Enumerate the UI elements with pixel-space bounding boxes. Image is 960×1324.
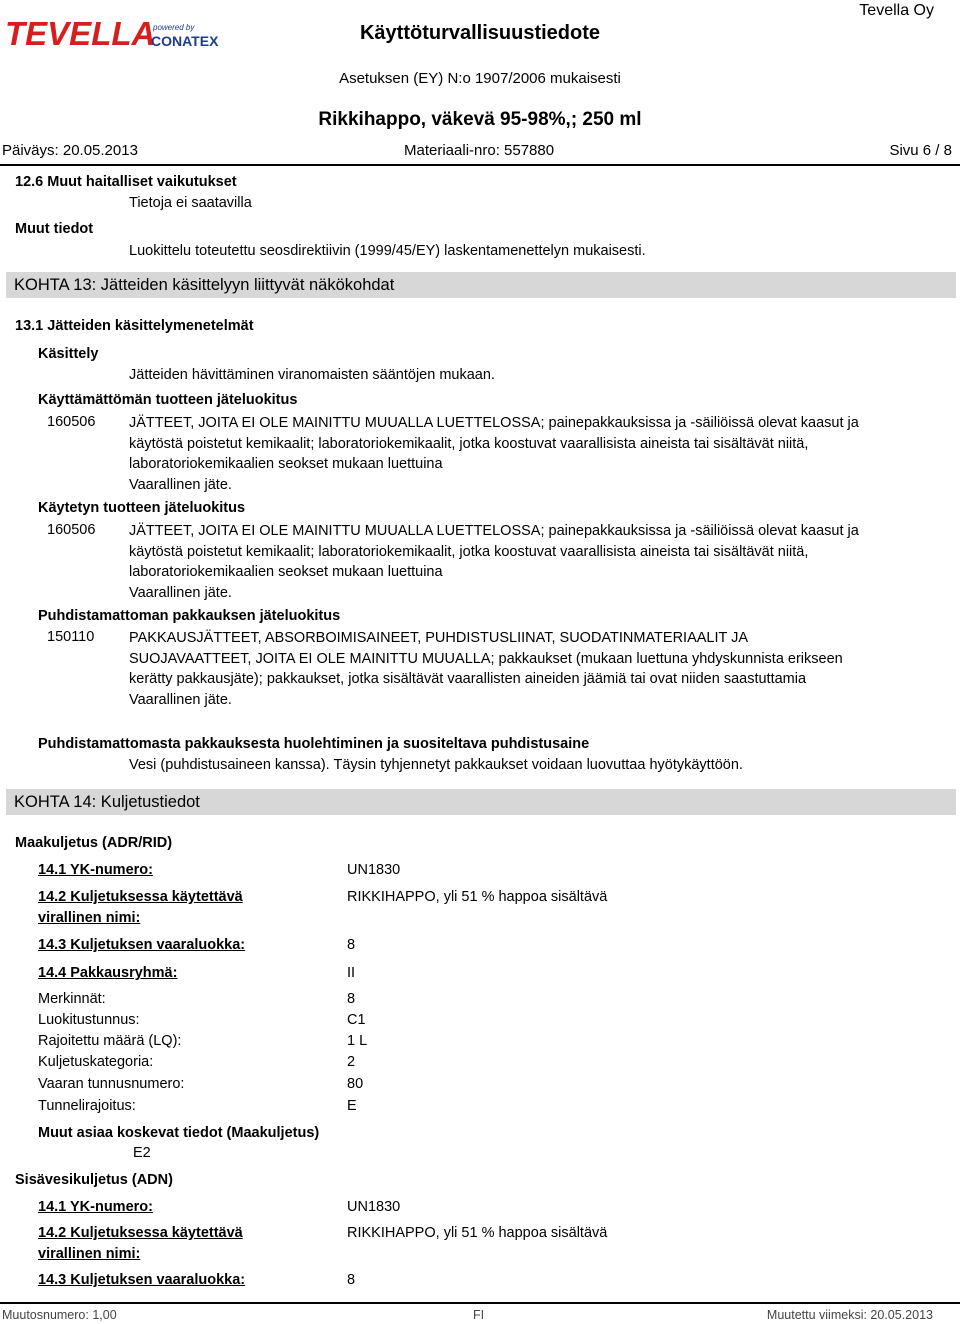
product-name: Rikkihappo, väkevä 95-98%,; 250 ml — [318, 109, 642, 130]
subsection-12-6-title: 12.6 Muut haitalliset vaikutukset — [15, 174, 237, 190]
used-waste-text — [129, 521, 859, 603]
logo-partner: CONATEX — [151, 33, 219, 49]
adr-row-label: Tunnelirajoitus: — [38, 1098, 136, 1114]
last-modified: Muutettu viimeksi: 20.05.2013 — [766, 1308, 933, 1322]
adn-label: Sisävesikuljetus (ADN) — [15, 1172, 173, 1188]
unused-waste-code: 160506 — [47, 414, 96, 430]
unused-waste-hazard: Vaarallinen jäte. — [129, 476, 232, 493]
adn-class-value: 8 — [347, 1272, 356, 1288]
adr-name-label-2: virallinen nimi: — [38, 910, 141, 926]
adr-row-value: 1 L — [347, 1033, 368, 1049]
adr-row-value: 8 — [347, 991, 356, 1007]
package-waste-code: 150110 — [47, 629, 95, 645]
revision-number: Muutosnumero: 1,00 — [2, 1308, 117, 1322]
unused-waste-label: Käyttämättömän tuotteen jäteluokitus — [38, 392, 298, 408]
package-care-text: Vesi (puhdistusaineen kanssa). Täysin tyhjennetyt pakkaukset voidaan luovuttaa hyötykäyttöön. — [129, 757, 743, 773]
package-waste-description: PAKKAUSJÄTTEET, ABSORBOIMISAINEET, PUHDISTUSLIINAT, SUODATINMATERIAALIT JA SUOJAVAATTEET, JOITA EI OLE MAINITTU MUUALLA; pakkaukset (mukaan luettuna yhdyskunnista erikseen kerätty pakkausjäte); pakkaukset, jotka sisältävät vaarallisten aineiden jäämiä tai ovat niiden saastuttamia — [129, 630, 843, 687]
adn-class-label: 14.3 Kuljetuksen vaaraluokka: — [38, 1272, 246, 1288]
header-rule — [0, 164, 960, 166]
adr-row-label: Merkinnät: — [38, 991, 106, 1007]
logo-wordmark: TEVELLA — [5, 15, 156, 52]
adr-row-label: Rajoitettu määrä (LQ): — [38, 1033, 182, 1049]
adr-pg-value: II — [347, 965, 356, 981]
unused-waste-description: JÄTTEET, JOITA EI OLE MAINITTU MUUALLA LUETTELOSSA; painepakkauksissa ja -säiliöissä olevat kaasut ja käytöstä poistetut kemikaalit; laboratoriokemikaalit, jotka koostuvat vaarallisista aineista tai sisältävät niitä, laboratoriokemikaalien seokset mukaan luettuina — [129, 415, 859, 472]
handling-label: Käsittely — [38, 346, 99, 362]
logo-powered: powered by — [153, 23, 195, 32]
language-code: FI — [473, 1308, 485, 1322]
adr-row-value: 80 — [347, 1076, 364, 1092]
adr-row-label: Vaaran tunnusnumero: — [38, 1076, 185, 1092]
package-waste-text — [129, 628, 869, 710]
adr-name-label-1: 14.2 Kuljetuksessa käytettävä — [38, 889, 243, 905]
used-waste-hazard: Vaarallinen jäte. — [129, 584, 232, 601]
unused-waste-text — [129, 413, 859, 495]
adr-row-label: Kuljetuskategoria: — [38, 1054, 154, 1070]
section-13-header — [6, 272, 956, 298]
adr-other-value: E2 — [133, 1145, 151, 1161]
adr-row-label: Luokitustunnus: — [38, 1012, 140, 1028]
other-info-label: Muut tiedot — [15, 221, 94, 237]
adr-row-value: E — [347, 1098, 357, 1114]
regulation-line: Asetuksen (EY) N:o 1907/2006 mukaisesti — [339, 70, 621, 87]
issue-date: Päiväys: 20.05.2013 — [2, 142, 138, 159]
section-14-title: KOHTA 14: Kuljetustiedot — [14, 793, 200, 811]
adr-class-value: 8 — [347, 937, 356, 953]
adr-name-value: RIKKIHAPPO, yli 51 % happoa sisältävä — [347, 889, 608, 905]
adr-un-value: UN1830 — [347, 862, 401, 878]
document-title: Käyttöturvallisuustiedote — [359, 22, 601, 44]
adn-un-label: 14.1 YK-numero: — [38, 1199, 153, 1215]
adn-name-label-2: virallinen nimi: — [38, 1246, 141, 1262]
adr-pg-label: 14.4 Pakkausryhmä: — [38, 965, 178, 981]
package-waste-hazard: Vaarallinen jäte. — [129, 691, 232, 708]
used-waste-description: JÄTTEET, JOITA EI OLE MAINITTU MUUALLA LUETTELOSSA; painepakkauksissa ja -säiliöissä olevat kaasut ja käytöstä poistetut kemikaalit; laboratoriokemikaalit, jotka koostuvat vaarallisista aineista tai sisältävät niitä, laboratoriokemikaalien seokset mukaan luettuina — [129, 523, 859, 580]
page-number: Sivu 6 / 8 — [889, 142, 952, 159]
adr-row-value: 2 — [347, 1054, 356, 1070]
used-waste-code: 160506 — [47, 522, 96, 538]
adr-label: Maakuljetus (ADR/RID) — [15, 835, 173, 851]
adr-row-value: C1 — [347, 1012, 366, 1028]
section-14-header — [6, 789, 956, 815]
adr-class-label: 14.3 Kuljetuksen vaaraluokka: — [38, 937, 246, 953]
used-waste-label: Käytetyn tuotteen jäteluokitus — [38, 500, 246, 516]
adr-other-label: Muut asiaa koskevat tiedot (Maakuljetus) — [38, 1125, 320, 1141]
handling-text: Jätteiden hävittäminen viranomaisten sääntöjen mukaan. — [129, 367, 495, 383]
package-care-label: Puhdistamattomasta pakkauksesta huolehtiminen ja suositeltava puhdistusaine — [38, 736, 590, 752]
footer-rule — [0, 1302, 960, 1304]
adn-name-label-1: 14.2 Kuljetuksessa käytettävä — [38, 1225, 243, 1241]
adn-name-value: RIKKIHAPPO, yli 51 % happoa sisältävä — [347, 1225, 608, 1241]
package-waste-label: Puhdistamattoman pakkauksen jäteluokitus — [38, 608, 341, 624]
material-number: Materiaali-nro: 557880 — [404, 142, 555, 159]
subsection-13-1-title: 13.1 Jätteiden käsittelymenetelmät — [15, 318, 254, 334]
adn-un-value: UN1830 — [347, 1199, 401, 1215]
section-13-title: KOHTA 13: Jätteiden käsittelyyn liittyvät näkökohdat — [14, 276, 395, 294]
adr-un-label: 14.1 YK-numero: — [38, 862, 153, 878]
subsection-12-6-text: Tietoja ei saatavilla — [129, 195, 252, 211]
other-info-text: Luokittelu toteutettu seosdirektiivin (1999/45/EY) laskentamenettelyn mukaisesti. — [129, 243, 646, 259]
company-name: Tevella Oy — [859, 2, 934, 19]
